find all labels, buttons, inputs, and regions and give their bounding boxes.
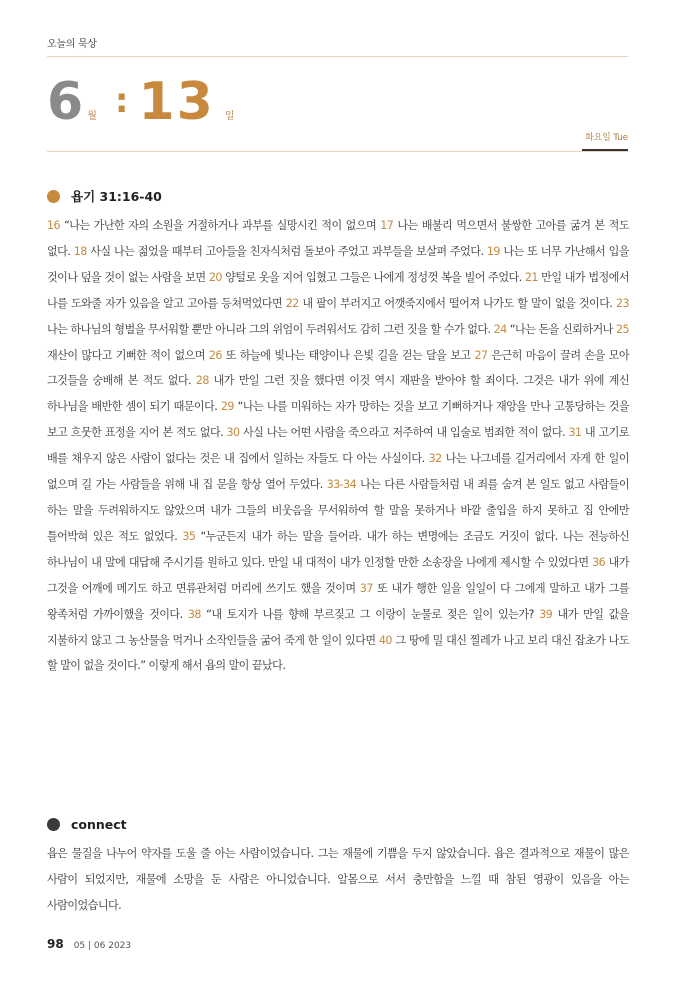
- verse-text: 내 고기로 배를 채우지 않은 사람이 없다는 것은 내 집에서 일하는 자들도 다 아는 사실이다.: [47, 426, 630, 466]
- verse-number: 40: [378, 633, 392, 647]
- verse-number: 21: [524, 270, 538, 284]
- date-display: [47, 64, 235, 132]
- verse-text: “나는 가난한 자의 소원을 거절하거나 과부를 실망시킨 적이 없으며: [60, 219, 381, 232]
- scripture-heading: [47, 187, 162, 205]
- verse-number: 23: [615, 296, 629, 310]
- day-unit: 일: [224, 111, 235, 122]
- verse-number: 32: [428, 452, 442, 466]
- verse-number: 36: [592, 555, 606, 569]
- verse-number: 39: [539, 607, 553, 621]
- verse-number: 38: [187, 607, 201, 621]
- verse-text: 사실 나는 어떤 사람을 죽으라고 저주하여 내 입술로 범죄한 적이 없다.: [239, 426, 569, 440]
- header-rule: [47, 151, 628, 152]
- verse-number: 37: [359, 581, 373, 595]
- section-label: 오늘의 묵상: [47, 39, 97, 50]
- verse-text: 나는 하나님의 형벌을 무서워할 뿐만 아니라 그의 위엄이 두려워서도 감히 그런 짓을 할 수가 없다.: [47, 322, 494, 336]
- verse-text: 또 하늘에 빛나는 태양이나 은빛 길을 걷는 달을 보고: [221, 348, 475, 362]
- verse-number: 31: [568, 426, 582, 440]
- verse-text: 내가 그것을 어깨에 메기도 하고 면류관처럼 머리에 쓰기도 했을 것이며: [47, 555, 629, 595]
- verse-number: 16: [47, 219, 61, 232]
- verse-number: 33-34: [326, 478, 357, 492]
- verse-number: 29: [220, 400, 234, 414]
- day-number: 13: [138, 72, 215, 132]
- bullet-dot-icon: [47, 818, 60, 831]
- verse-text: “내 토지가 나를 향해 부르짖고 그 이랑이 눈물로 젖은 일이 있는가?: [200, 607, 540, 621]
- verse-text: “누군든지 내가 하는 말을 들어라. 내가 하는 변명에는 조금도 거짓이 없다. 나는 전능하신 하나님이 내 말에 대답해 주시기를 원하고 있다. 만일 내 대적이 내가 인정할 만한 소송장을 나에게 제시할 수 있었다면: [47, 529, 629, 569]
- bullet-dot-icon: [47, 190, 60, 203]
- page-number: 98: [47, 937, 64, 951]
- connect-title: connect: [71, 817, 127, 832]
- verse-number: 28: [195, 374, 209, 388]
- verse-text: 내 팔이 부러지고 어깻죽지에서 떨어져 나가도 할 말이 없을 것이다.: [298, 296, 616, 310]
- verse-text: 나는 나그네를 길거리에서 자게 한 일이 없으며 길 가는 사람들을 위해 내 집 문을 항상 열어 두었다.: [47, 452, 629, 492]
- month-unit: 월: [87, 111, 97, 122]
- verse-text: 은근히 마음이 끌려 손을 모아 그것들을 숭배해 본 적도 없다.: [47, 348, 629, 388]
- verse-text: 나는 다른 사람들처럼 내 죄를 숨겨 본 일도 없고 사람들이 하는 말을 두려워하지도 않았으며 내가 그들의 비웃음을 무서워하여 할 말을 못하거나 바깥 출입을 하지 못하고 집 안에만 틀어박혀 있은 적도 없었다.: [47, 478, 629, 543]
- verse-text: 나는 배불리 먹으면서 불쌍한 고아를 굶겨 본 적도 없다.: [47, 219, 629, 258]
- verse-number: 25: [615, 322, 629, 336]
- verse-text: 사실 나는 젊었을 때부터 고아들을 친자식처럼 돌보아 주었고 과부들을 보살펴 주었다.: [86, 244, 487, 258]
- scripture-reference: 욥기 31:16-40: [71, 189, 162, 204]
- issue-date: 05 | 06 2023: [73, 941, 132, 951]
- verse-number: 26: [208, 348, 222, 362]
- verse-text: “나는 돈을 신뢰하거나: [506, 322, 616, 336]
- verse-number: 19: [486, 244, 500, 258]
- verse-text: 내가 만일 값을 지불하지 않고 그 농산물을 먹거나 소작인들을 굶어 죽게 한 일이 있다면: [47, 607, 630, 647]
- weekday-label: 화요일 Tue: [585, 133, 628, 143]
- verse-text: 그 땅에 밀 대신 찔레가 나고 보리 대신 잡초가 나도 할 말이 없을 것이다.” 이렇게 해서 욥의 말이 끝났다.: [47, 633, 629, 673]
- verse-text: 나는 또 너무 가난해서 입을 것이나 덮을 것이 없는 사람을 보면: [47, 244, 629, 284]
- verse-number: 17: [380, 219, 394, 232]
- verse-text: 또 내가 행한 일을 일일이 다 그에게 말하고 내가 그를 왕족처럼 가까이했을 것이다.: [47, 581, 630, 621]
- date-separator: :: [114, 81, 129, 121]
- verse-text: “나는 나를 미워하는 자가 망하는 것을 보고 기뻐하거나 재앙을 만나 고통당하는 것을 보고 흐뭇한 표정을 지어 본 적도 없다.: [47, 400, 630, 440]
- page-footer: [47, 937, 131, 951]
- month-number: 6: [47, 72, 84, 132]
- verse-number: 22: [285, 296, 299, 310]
- verse-text: 내가 만일 그런 짓을 했다면 이것 역시 재판을 받아야 할 죄이다. 그것은 내가 위에 계신 하나님을 배반한 셈이 되기 때문이다.: [47, 374, 629, 414]
- verse-number: 18: [73, 244, 87, 258]
- connect-heading: [47, 817, 127, 832]
- verse-number: 27: [474, 348, 488, 362]
- top-rule: [47, 56, 628, 57]
- scripture-body: [47, 213, 629, 679]
- verse-number: 24: [493, 322, 507, 336]
- verse-text: 재산이 많다고 기뻐한 적이 없으며: [47, 348, 209, 362]
- verse-text: 양털로 옷을 지어 입혔고 그들은 나에게 정성껏 복을 빌어 주었다.: [221, 270, 525, 284]
- verse-number: 30: [226, 426, 240, 440]
- verse-number: 20: [208, 270, 222, 284]
- verse-text: 만일 내가 법정에서 나를 도와줄 자가 있음을 알고 고아를 등쳐먹었다면: [47, 270, 629, 310]
- verse-number: 35: [182, 529, 196, 543]
- connect-body: 욥은 물질을 나누어 약자를 도울 줄 아는 사람이었습니다. 그는 재물에 기쁨을 두지 않았습니다. 욥은 결과적으로 재물이 많은 사람이 되었지만, 재물에 소망을 둔 사람은 아니었습니다. 알몸으로 서서 충만함을 느낄 때 참된 영광이 있음을 아는 사람이었습니다.: [47, 847, 629, 912]
